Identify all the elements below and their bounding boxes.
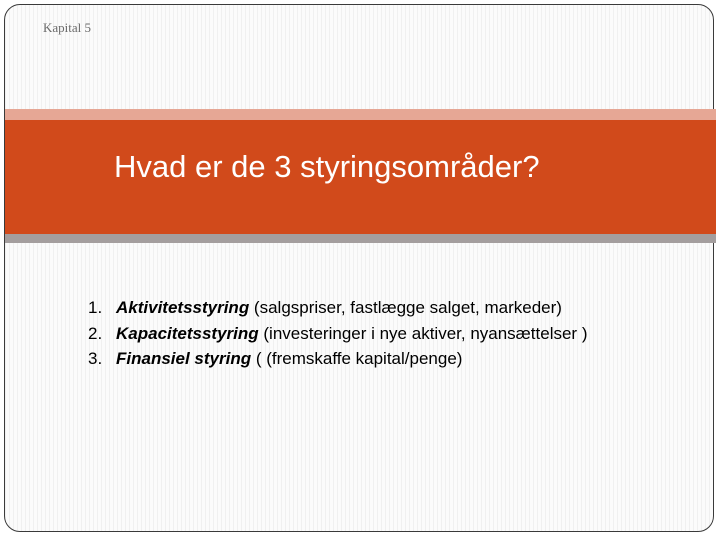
slide-frame <box>4 4 714 532</box>
list-item <box>88 346 587 372</box>
list-item <box>88 321 587 347</box>
list-item-term: Aktivitetsstyring <box>116 298 250 317</box>
title-band-bottom-stripe <box>5 234 716 243</box>
list-item-number: 2. <box>88 323 103 343</box>
title-band-top-stripe <box>5 109 716 120</box>
list-item-detail: (salgspriser, fastlægge salget, markeder) <box>249 298 562 317</box>
chapter-label: Kapital 5 <box>43 20 92 35</box>
list-item-detail: (investeringer i nye aktiver, nyansættelser ) <box>258 323 588 343</box>
list-item-term: Finansiel styring <box>116 349 252 368</box>
list-item-term: Kapacitetsstyring <box>116 323 259 343</box>
list-item-detail: ( (fremskaffe kapital/penge) <box>251 349 463 368</box>
list-item-number: 3. <box>88 349 103 368</box>
slide-title: Hvad er de 3 styringsområder? <box>114 149 540 184</box>
content-list <box>88 295 587 372</box>
list-item-number: 1. <box>88 298 103 317</box>
list-item <box>88 295 587 321</box>
